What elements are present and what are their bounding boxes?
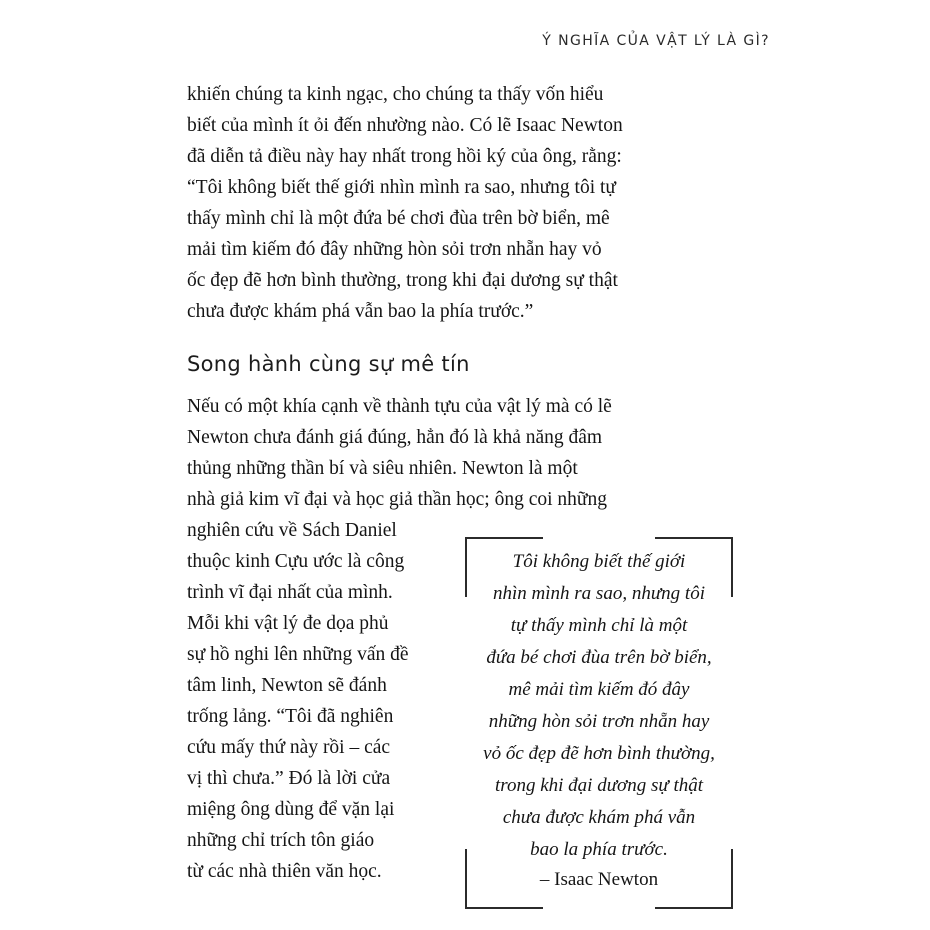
body-line: thủng những thần bí và siêu nhiên. Newton là một — [187, 458, 578, 479]
body-line: cứu mấy thứ này rồi – các — [187, 737, 391, 758]
body-line: ốc đẹp đẽ hơn bình thường, trong khi đại dương sự thật — [187, 270, 618, 291]
pull-quote-line: chưa được khám phá vẫn — [502, 807, 696, 828]
frame-right-top-rule — [731, 537, 733, 597]
body-line: Nếu có một khía cạnh về thành tựu của vật lý mà có lẽ — [187, 396, 612, 417]
body-line: miệng ông dùng để vặn lại — [187, 799, 395, 820]
frame-top-left-rule — [465, 537, 543, 539]
pull-quote-line: đứa bé chơi đùa trên bờ biển, — [486, 647, 712, 668]
running-head: Ý NGHĨA CỦA VẬT LÝ LÀ GÌ? — [542, 33, 770, 49]
body-line: chưa được khám phá vẫn bao la phía trước.” — [187, 301, 534, 322]
frame-bottom-left-rule — [465, 907, 543, 909]
body-line: từ các nhà thiên văn học. — [187, 861, 382, 882]
pull-quote-line: mê mải tìm kiếm đó đây — [508, 679, 690, 700]
pull-quote-line: những hòn sỏi trơn nhẵn hay — [488, 711, 710, 732]
pull-quote-line: tự thấy mình chỉ là một — [510, 615, 688, 636]
section-heading: Song hành cùng sự mê tín — [187, 352, 470, 376]
body-line: thuộc kinh Cựu ước là công — [187, 551, 405, 572]
body-line: những chỉ trích tôn giáo — [187, 830, 375, 851]
body-line: mải tìm kiếm đó đây những hòn sỏi trơn nhẵn hay vỏ — [187, 239, 602, 260]
body-line: nghiên cứu về Sách Daniel — [187, 520, 397, 541]
pull-quote-line: nhìn mình ra sao, nhưng tôi — [493, 583, 705, 604]
pull-quote-line: trong khi đại dương sự thật — [494, 775, 704, 796]
pull-quote-line: bao la phía trước. — [530, 839, 668, 860]
body-line: tâm linh, Newton sẽ đánh — [187, 675, 387, 696]
body-line: nhà giả kim vĩ đại và học giả thần học; ông coi những — [187, 489, 607, 510]
body-line: vị thì chưa.” Đó là lời cửa — [187, 768, 391, 789]
frame-left-bottom-rule — [465, 849, 467, 909]
body-line: trình vĩ đại nhất của mình. — [187, 582, 393, 603]
body-line: khiến chúng ta kinh ngạc, cho chúng ta thấy vốn hiểu — [187, 84, 604, 105]
body-line: trống lảng. “Tôi đã nghiên — [187, 706, 394, 727]
pull-quote-attribution: – Isaac Newton — [539, 869, 659, 890]
frame-bottom-right-rule — [655, 907, 733, 909]
body-line: thấy mình chỉ là một đứa bé chơi đùa trên bờ biển, mê — [187, 208, 610, 229]
body-line: Newton chưa đánh giá đúng, hẳn đó là khả năng đâm — [187, 427, 603, 448]
frame-left-top-rule — [465, 537, 467, 597]
body-line: sự hồ nghi lên những vấn đề — [187, 644, 409, 665]
pull-quote-line: Tôi không biết thế giới — [512, 551, 686, 572]
body-line: “Tôi không biết thế giới nhìn mình ra sao, nhưng tôi tự — [187, 177, 616, 198]
frame-right-bottom-rule — [731, 849, 733, 909]
frame-top-right-rule — [655, 537, 733, 539]
body-line: Mỗi khi vật lý đe dọa phủ — [187, 613, 389, 634]
body-line: đã diễn tả điều này hay nhất trong hồi ký của ông, rằng: — [187, 146, 622, 167]
body-line: biết của mình ít ỏi đến nhường nào. Có lẽ Isaac Newton — [187, 115, 623, 136]
pull-quote-line: vỏ ốc đẹp đẽ hơn bình thường, — [483, 743, 715, 764]
